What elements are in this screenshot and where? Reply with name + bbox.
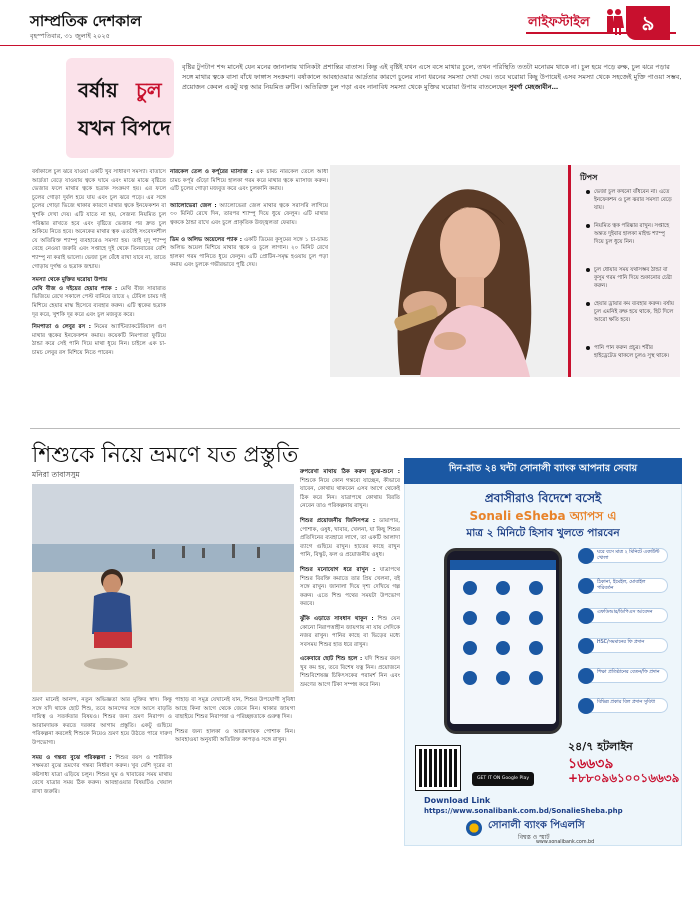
- section-title: লাইফস্টাইল: [528, 15, 590, 30]
- tip-item: নিয়মিত ত্বক পরিষ্কার রাখুন। সপ্তাহে অন্তত দুইবার হালকা মাইল্ড শ্যাম্পু দিয়ে চুল ধুয়ে নিন।: [586, 222, 676, 247]
- story1-title-box: [66, 58, 174, 158]
- paragraph: ভ্রমণ মানেই আনন্দ, নতুন অভিজ্ঞতা আর মুক্তির স্বাদ। কিন্তু সঙ্গে যদি থাকে ছোট শিশু, তবে আনন্দের সঙ্গে আসে বাড়তি দায়িত্ব ও সতর্কতার বিষয়ও। শিশুর জন্য ভ্রমণ নিরাপদ ও আরামদায়ক করতে দরকার আগাম প্রস্তুতি। একটু গুছিয়ে পরিকল্পনা করলেই শিশুকে নিয়েও ভ্রমণ হয়ে উঠতে পারে দারুণ উপভোগ্য।: [32, 697, 172, 746]
- page-number: ৯: [626, 6, 670, 40]
- bank-website[interactable]: www.sonalibank.com.bd: [536, 840, 595, 845]
- ad-app-name: Sonali eSheba অ্যাপস এ: [469, 509, 617, 523]
- feature-icon: [578, 638, 594, 654]
- story2-title: শিশুকে নিয়ে ভ্রমণে যত প্রস্তুতি: [32, 443, 299, 468]
- hotline-number-short: ১৬৬৩৯: [568, 756, 614, 772]
- feature-chip-label: শিক্ষা প্রতিষ্ঠানের বেতন/ফি প্রদান: [597, 670, 660, 675]
- feature-icon: [578, 548, 594, 564]
- subheading: ঝুঁকি এড়াতে সাবধান থাকুন :: [300, 615, 374, 622]
- feature-chip: [578, 698, 668, 713]
- feature-chip: [578, 578, 668, 593]
- section-divider: [30, 428, 680, 429]
- feature-chip-label: বিভিন্ন প্রকার বিল প্রদান সুবিধা: [597, 700, 656, 705]
- feature-chip: [578, 668, 668, 683]
- tip-item: পানি পান করুন প্রচুর। শরীর হাইড্রেটেড থাকলে চুলও সুস্থ থাকে।: [586, 344, 676, 360]
- story1-intro: [182, 62, 682, 93]
- ad-top-bar-text: দিন-রাত ২৪ ঘন্টা সোনালী ব্যাংক আপনার সেবায়: [448, 463, 638, 474]
- hotline-number-long: +৮৮০৯৬১০০১৬৬৩৯: [568, 771, 680, 785]
- tip-item: ভেজা চুল কখনো বাঁধবেন না। এতে ইনফেকশন ও চুল ঝরার সমস্যা বেড়ে যায়।: [586, 188, 676, 213]
- paragraph: শিশু যেন কোনো নিরাপত্তাহীন জায়গায় না যায় সেদিকে নজর রাখুন। পানির কাছে বা ভিড়ের মধ্যে সবসময় শিশুর হাত ধরে রাখুন।: [300, 615, 400, 648]
- bank-name: সোনালী ব্যাংক পিএলসি: [488, 820, 585, 831]
- paragraph: শিশুর জন্য হালকা ও আরামদায়ক পোশাক নিন। আবহাওয়া অনুযায়ী অতিরিক্ত কাপড়ও সঙ্গে রাখুন।: [175, 728, 295, 744]
- woman-hair-photo: [330, 165, 574, 377]
- story2-author: মনিরা তাবাসসুম: [32, 470, 80, 479]
- subheading: মেথি বীজ ও দইয়ের হেয়ার প্যাক :: [32, 285, 118, 292]
- subheading: অ্যালোভেরা জেল :: [170, 202, 217, 209]
- paragraph: পাহাড় বা সমুদ্র যেখানেই যান, শিশুর উপযোগী সুবিধা আছে কিনা আগে থেকে জেনে নিন। থাকার জায়গা বাছাইয়ে শিশুর নিরাপত্তা ও পরিচ্ছন্নতাকে গুরুত্ব দিন।: [175, 697, 295, 721]
- paragraph: অ্যালোভেরা জেল মাথার ত্বকে সরাসরি লাগিয়ে ৩০ মিনিট রেখে দিন, তারপর শ্যাম্পু দিয়ে ধুয়ে ফেলুন। এটি মাথার ত্বককে ঠান্ডা রাখে এবং চুলে প্রাকৃতিক উজ্জ্বলতা ফেরায়।: [170, 202, 328, 226]
- paragraph: মেথি বীজ সারারাত ভিজিয়ে রেখে সকালে পেস্ট বানিয়ে তাতে ২ টেবিল চামচ দই মিশিয়ে হেয়ার মাস্ক হিসেবে ব্যবহার করুন। এটি ত্বকের ছত্রাক দূর করে, খুশকি দূর করে এবং চুল মজবুত করে।: [32, 285, 167, 318]
- tip-item: চুল ধোয়ার সময় যথাসম্ভব ঠান্ডা বা কুসুম গরম পানি দিয়ে শুকানোর চেষ্টা করুন।: [586, 266, 676, 291]
- paragraph: ডায়াপার, পোশাক, ওষুধ, খাবার, খেলনা, যা কিছু শিশুর প্রতিদিনের ব্যবহারে লাগে, তা একটি আলাদা ব্যাগে গুছিয়ে রাখুন। হাতের কাছে রাখুন পানি, বিস্কুট, ফল ও প্রয়োজনীয় ওষুধ।: [300, 517, 401, 559]
- sonali-bank-logo-icon: [466, 820, 482, 836]
- subheading: সময় ও গন্তব্য বুঝে পরিকল্পনা :: [32, 754, 112, 761]
- feature-chip: [578, 548, 668, 563]
- paragraph: যদি শিশুর বয়স খুব কম হয়, তবে বিশেষ যত্ন নিন। প্রয়োজনে শিশুবিশেষজ্ঞ চিকিৎসকের পরামর্শ নিন এবং ভ্রমণের আগে টিকা সম্পন্ন করে নিন।: [300, 656, 400, 689]
- hotline-label: ২৪/৭ হটলাইন: [568, 740, 633, 753]
- subheading: রুপরেখা মাথায় ঠিক করুন বুঝে-শুনে :: [300, 469, 400, 475]
- phone-screen-header: [450, 560, 556, 570]
- story1-column-2: [170, 168, 328, 270]
- subheading: শিশুর প্রয়োজনীয় জিনিসপত্র :: [300, 517, 376, 524]
- paragraph: শিশুকে নিয়ে কোন গন্তব্যে যাচ্ছেন, কীভাবে যাবেন, কোথায় থাকবেন এসব আগে থেকেই ঠিক করে নিন। যাত্রাপথে কোথায় বিরতি নেবেন তাও পরিকল্পনায় রাখুন।: [300, 477, 400, 510]
- subheading: নিমপাতা ও লেবুর রস :: [32, 324, 91, 331]
- subheading: ডিম ও অলিভ অয়েলের প্যাক :: [170, 236, 242, 243]
- child-beach-photo: [32, 484, 294, 692]
- masthead: সাম্প্রতিক দেশকাল: [30, 12, 142, 30]
- app-grid-icon: [454, 574, 552, 714]
- tips-title: টিপস: [580, 173, 598, 182]
- feature-icon: [578, 698, 594, 714]
- story1-intro-text: বৃষ্টির টুপটাপ শব্দ মানেই যেন মনের জানালায় খানিকটা প্রশান্তির বাতাস। কিন্তু এই বৃষ্টিই যখন এসে বসে মাথার চুলে, তখন পরিস্থিতি ততটা মনোরম থাকে না। চুল হয়ে পড়ে রুক্ষ, চুল ঝরে পড়ার সঙ্গে মাথার ত্বকে বাসা বাঁধে ফাঙ্গাস সংক্রমণ। বর্ষাকালে আবহাওয়ার আর্দ্রতার কারণে চুলের নানা ধরনের সমস্যা দেখা দেয়। তবে ঘরোয়া কিছু উপায়েই এসব সমস্যা থেকে সহজেই মুক্তি পাওয়া সম্ভব, প্রয়োজন কেবল একটু যত্ন আর নিয়মিত রুটিন। অতিরিক্ত চুল পড়া এবং নানাবিধ সমস্যা থেকে মুক্তির ঘরোয়া উপায় বাতলেছেন: [182, 63, 682, 92]
- feature-icon: [578, 578, 594, 594]
- ad-headline: প্রবাসীরাও বিদেশে বসেই: [484, 491, 602, 505]
- subheading: সমস্যা থেকে মুক্তির ঘরোয়া উপায়: [32, 277, 108, 284]
- feature-chip: [578, 608, 668, 623]
- subheading: শিশুর মনোযোগ ধরে রাখুন :: [300, 566, 376, 573]
- feature-chip-label: এফডিআর/ডিপিএস আবেদন: [597, 610, 653, 615]
- story1-author: সুবর্ণা মেহজাবীন…: [508, 83, 559, 92]
- story1-title-word1: বর্ষায়: [78, 78, 118, 102]
- story2-column-3: [300, 468, 400, 690]
- tip-item: হেয়ার ড্রায়ার কম ব্যবহার করুন। বর্ষায় চুল এমনিই রুক্ষ হয়ে থাকে, হিট দিলে আরো ক্ষতি হবে।: [586, 300, 676, 325]
- dateline: বৃহস্পতিবার, ৩১ জুলাই ২০২৫: [30, 32, 110, 40]
- qr-code-icon: [416, 746, 460, 790]
- feature-chip-label: ঘরে বসে মাত্র ২ মিনিটে একাউন্ট খোলা: [597, 550, 660, 561]
- bank-tagline: বিশ্বস্ত ও স্মার্ট: [518, 834, 550, 841]
- story2-column-1: [32, 696, 172, 797]
- story1-title-line2: যখন বিপদে: [78, 116, 171, 140]
- google-play-badge[interactable]: GET IT ON Google Play: [472, 772, 534, 786]
- feature-icon: [578, 668, 594, 684]
- feature-chip-label: HSC/সমমানের ফি প্রদান: [597, 640, 645, 645]
- story2-column-2: [175, 696, 295, 745]
- couple-icon: [604, 8, 624, 36]
- paragraph: একটি ডিমের কুসুমের সঙ্গে ১ চা-চামচ অলিভ অয়েল মিশিয়ে মাথার ত্বকে ও চুলে লাগান। ২০ মিনিট রেখে হালকা গরম পানিতে ধুয়ে ফেলুন। এটি প্রোটিন-সমৃদ্ধ হওয়ায় চুল পড়া কমায় এবং চুলকে গভীরভাবে পুষ্টি দেয়।: [170, 236, 329, 269]
- download-label: Download Link: [424, 796, 491, 805]
- paragraph: এক চামচ নারকেল তেলে আধা চামচ কর্পূর গুঁড়ো মিশিয়ে হালকা গরম করে মাথার ত্বকে ম্যাসাজ করুন। এটি চুলের গোড়া মজবুত করে এবং চুলকানি কমায়।: [170, 169, 328, 193]
- feature-icon: [578, 608, 594, 624]
- paragraph: যাত্রাপথে শিশুর বিরক্তি কমাতে তার প্রিয় খেলনা, বই সঙ্গে রাখুন। জানালা দিয়ে দৃশ্য দেখিয়ে গল্প করুন। এতে শিশু পথের সময়টা উপভোগ করবে।: [300, 566, 400, 608]
- paragraph: শিশুর বয়স ও শারীরিক সক্ষমতা বুঝে ভ্রমণের গন্তব্য নির্ধারণ করুন। খুব বেশি দূরের বা কষ্টসাধ্য যাত্রা এড়িয়ে চলুন। শিশুর ঘুম ও খাবারের সময় মাথায় রেখে যাত্রার সময় ঠিক করুন। আবহাওয়ার বিষয়টিও খেয়াল রাখা জরুরি।: [32, 754, 172, 795]
- story1-column-1: [32, 168, 166, 357]
- subheading: একেবারে ছোট শিশু হলে :: [300, 656, 363, 663]
- subheading: নারকেল তেল ও কর্পূরের ম্যাসাজ :: [170, 169, 253, 175]
- feature-chip: [578, 638, 668, 653]
- story1-title-word-red: চুল: [136, 78, 162, 102]
- paragraph: বর্ষাকালে চুল ঝরে যাওয়া একটি খুব সাধারণ সমস্যা। বাতাসে আর্দ্রতা বেড়ে যাওয়ায় ত্বকে ঘামে এবং মাঝে মাঝে বৃষ্টিতে ভেজার ফলে মাথার ত্বকে ছত্রাক সংক্রমণ হয়। এর ফলে চুলের গোড়া দুর্বল হয়ে যায় এবং চুল ঝরে পড়ে। এর সঙ্গে চুলের গোড়া ভিজে থাকার কারণে মাথার ত্বকে ইনফেকশন বা খুশকি দেখা দেয়। এটি যাতে না হয়, সেজন্য নিয়মিত চুল পরিষ্কার রাখতে হবে এবং বৃষ্টিতে ভেজার পর দ্রুত চুল শুকিয়ে নিতে হবে। অনেকের মাথার ত্বক এতটাই সংবেদনশীল যে অতিরিক্ত শ্যাম্পু ব্যবহারেও সমস্যা হয়। তাই মৃদু শ্যাম্পু বেছে নেওয়া জরুরি এবং সপ্তাহে দুই থেকে তিনবারের বেশি শ্যাম্পু না করাই ভালো। ভেজা চুল বেঁধে রাখা যাবে না, তাতে গোড়ায় দুর্গন্ধ ও ছত্রাক জন্মায়।: [32, 169, 166, 270]
- paragraph: নিমের অ্যান্টিব্যাকটেরিয়াল গুণ মাথার ত্বকের ইনফেকশন কমায়। কয়েকটি নিমপাতা ফুটিয়ে ঠান্ডা করে সেই পানি দিয়ে মাথা ধুয়ে নিন। চাইলে এক চা-চামচ লেবুর রস মিশিয়ে নিতে পারেন।: [32, 324, 166, 356]
- feature-chip-label: ঠিকানা, ইমেইল, মোবাইল পরিবর্তন: [597, 580, 646, 591]
- download-link[interactable]: https://www.sonalibank.com.bd/SonalieSheba.php: [424, 807, 623, 815]
- ad-subheadline: মাত্র ২ মিনিটে হিসাব খুলতে পারবেন: [466, 527, 620, 539]
